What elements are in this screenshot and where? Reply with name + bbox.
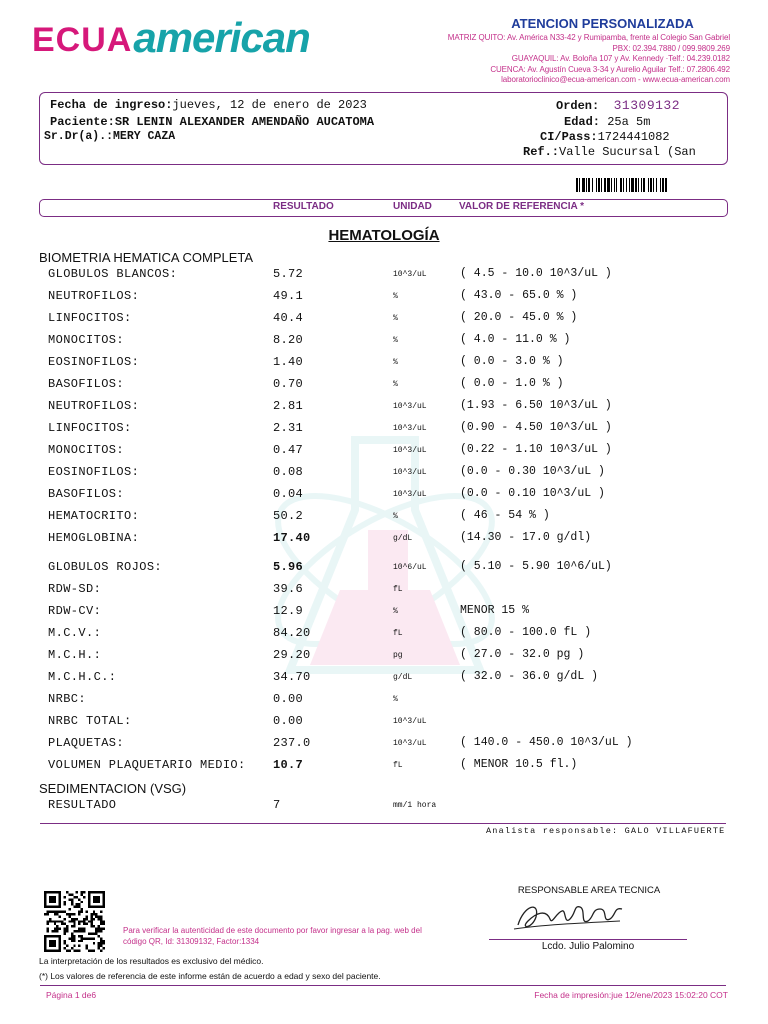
result-reference: (0.90 - 4.50 10^3/uL )	[460, 421, 612, 434]
table-row	[0, 582, 768, 600]
patient-name-value: SR LENIN ALEXANDER AMENDAÑO AUCATOMA	[114, 115, 375, 129]
result-unit: fL	[393, 629, 403, 638]
column-unit: UNIDAD	[393, 201, 432, 212]
table-row	[0, 333, 768, 351]
patient-name-label: Paciente:	[50, 115, 115, 129]
table-row	[0, 798, 768, 816]
table-row	[0, 626, 768, 644]
result-unit: pg	[393, 651, 403, 660]
logo-american: american	[133, 14, 310, 61]
result-name: NRBC TOTAL:	[48, 714, 132, 728]
result-name: M.C.H.C.:	[48, 670, 117, 684]
result-reference: ( 5.10 - 5.90 10^6/uL)	[460, 560, 612, 573]
result-unit: %	[393, 512, 398, 521]
table-row	[0, 692, 768, 710]
doctor	[44, 130, 175, 143]
result-value: 49.1	[273, 289, 304, 303]
result-unit: %	[393, 380, 398, 389]
table-row	[0, 487, 768, 505]
admission-date-label: Fecha de ingreso:	[50, 98, 173, 112]
result-reference: ( 27.0 - 32.0 pg )	[460, 648, 585, 661]
result-reference: ( 32.0 - 36.0 g/dL )	[460, 670, 599, 683]
address-line: GUAYAQUIL: Av. Boloña 107 y Av. Kennedy ·Telf.: 04.239.0182	[511, 54, 730, 64]
result-unit: %	[393, 695, 398, 704]
group-title-sedimentacion: SEDIMENTACION (VSG)	[39, 781, 187, 796]
result-reference: ( 20.0 - 45.0 % )	[460, 311, 578, 324]
result-value: 50.2	[273, 509, 304, 523]
result-unit: 10^3/uL	[393, 402, 427, 411]
qr-code-icon	[44, 891, 105, 952]
table-row	[0, 443, 768, 461]
reference	[523, 145, 696, 159]
result-name: GLOBULOS BLANCOS:	[48, 267, 178, 281]
result-unit: %	[393, 336, 398, 345]
result-value: 39.6	[273, 582, 304, 596]
verify-text: Para verificar la autenticidad de este documento por favor ingresar a la pag. web del código QR, Id: 31309132, Factor:1334	[123, 926, 422, 946]
result-reference: ( 4.5 - 10.0 10^3/uL )	[460, 267, 612, 280]
result-value: 1.40	[273, 355, 304, 369]
result-name: GLOBULOS ROJOS:	[48, 560, 163, 574]
table-row	[0, 509, 768, 527]
result-reference: ( 43.0 - 65.0 % )	[460, 289, 578, 302]
reference-note: (*) Los valores de referencia de este informe están de acuerdo a edad y sexo del paciente.	[39, 971, 381, 981]
result-unit: %	[393, 607, 398, 616]
age	[564, 115, 650, 129]
company-logo	[32, 12, 310, 60]
result-value: 2.81	[273, 399, 304, 413]
result-value: 0.47	[273, 443, 304, 457]
result-name: VOLUMEN PLAQUETARIO MEDIO:	[48, 758, 246, 772]
result-name: MONOCITOS:	[48, 443, 125, 457]
age-label: Edad:	[564, 115, 601, 129]
table-row	[0, 670, 768, 688]
result-value: 40.4	[273, 311, 304, 325]
section-title: HEMATOLOGÍA	[328, 227, 440, 244]
result-unit: 10^6/uL	[393, 563, 427, 572]
result-value: 5.96	[273, 560, 304, 574]
result-unit: %	[393, 292, 398, 301]
address-line: laboratorioclinico@ecua-american.com - www.ecua-american.com	[501, 75, 730, 85]
result-reference: ( 0.0 - 3.0 % )	[460, 355, 564, 368]
address-block	[350, 33, 730, 86]
id-label: CI/Pass:	[540, 130, 598, 144]
table-row	[0, 604, 768, 622]
result-name: NRBC:	[48, 692, 87, 706]
responsible-title: RESPONSABLE AREA TECNICA	[517, 885, 661, 896]
id-value: 1724441082	[597, 130, 670, 144]
result-name: MONOCITOS:	[48, 333, 125, 347]
result-unit: 10^3/uL	[393, 490, 427, 499]
result-name: M.C.H.:	[48, 648, 102, 662]
attention-title: ATENCION PERSONALIZADA	[511, 16, 694, 31]
responsible-name: Lcdo. Julio Palomino	[541, 941, 635, 952]
table-row	[0, 289, 768, 307]
result-name: BASOFILOS:	[48, 377, 125, 391]
column-result: RESULTADO	[273, 201, 334, 212]
barcode	[576, 178, 713, 192]
result-reference: (0.22 - 1.10 10^3/uL )	[460, 443, 612, 456]
result-reference: ( 0.0 - 1.0 % )	[460, 377, 564, 390]
table-row	[0, 758, 768, 776]
result-name: HEMATOCRITO:	[48, 509, 140, 523]
table-row	[0, 267, 768, 285]
result-name: EOSINOFILOS:	[48, 355, 140, 369]
result-name: LINFOCITOS:	[48, 421, 132, 435]
table-row	[0, 648, 768, 666]
address-line: CUENCA: Av. Agustín Cueva 3-34 y Aurelio Aguilar Telf.: 07.2806.492	[490, 64, 730, 74]
result-value: 10.7	[273, 758, 304, 772]
order-number: 31309132	[613, 98, 681, 113]
table-row	[0, 531, 768, 549]
result-reference: MENOR 15 %	[460, 604, 530, 617]
order	[556, 98, 680, 113]
result-value: 7	[273, 798, 281, 812]
result-unit: 10^3/uL	[393, 270, 427, 279]
table-row	[0, 736, 768, 754]
ref-value: Valle Sucursal (San	[559, 145, 696, 159]
result-value: 8.20	[273, 333, 304, 347]
analyst: Analista responsable: GALO VILLAFUERTE	[486, 826, 726, 836]
result-name: NEUTROFILOS:	[48, 289, 140, 303]
result-value: 0.00	[273, 692, 304, 706]
result-reference: (14.30 - 17.0 g/dl)	[460, 531, 592, 544]
signature-line	[489, 939, 687, 940]
table-row	[0, 399, 768, 417]
result-reference: ( 46 - 54 % )	[460, 509, 550, 522]
admission-date	[50, 98, 367, 112]
result-unit: g/dL	[393, 673, 413, 682]
result-name: RESULTADO	[48, 798, 117, 812]
result-unit: fL	[393, 585, 403, 594]
interpretation-note: La interpretación de los resultados es exclusivo del médico.	[39, 956, 264, 966]
result-reference: ( MENOR 10.5 fl.)	[460, 758, 578, 771]
result-reference: ( 4.0 - 11.0 % )	[460, 333, 571, 346]
result-value: 12.9	[273, 604, 304, 618]
result-value: 0.08	[273, 465, 304, 479]
result-value: 0.00	[273, 714, 304, 728]
result-unit: %	[393, 314, 398, 323]
result-name: M.C.V.:	[48, 626, 102, 640]
group-title-biometria: BIOMETRIA HEMATICA COMPLETA	[39, 250, 254, 265]
result-unit: 10^3/uL	[393, 739, 427, 748]
result-reference: (0.0 - 0.10 10^3/uL )	[460, 487, 605, 500]
result-reference: (0.0 - 0.30 10^3/uL )	[460, 465, 605, 478]
result-name: PLAQUETAS:	[48, 736, 125, 750]
table-row	[0, 311, 768, 329]
admission-date-value: jueves, 12 de enero de 2023	[172, 98, 367, 112]
result-value: 34.70	[273, 670, 311, 684]
result-name: BASOFILOS:	[48, 487, 125, 501]
result-name: LINFOCITOS:	[48, 311, 132, 325]
result-value: 237.0	[273, 736, 311, 750]
result-unit: 10^3/uL	[393, 424, 427, 433]
order-label: Orden:	[556, 99, 600, 113]
result-unit: mm/1 hora	[393, 801, 437, 810]
result-value: 84.20	[273, 626, 311, 640]
result-value: 5.72	[273, 267, 304, 281]
result-name: RDW-SD:	[48, 582, 102, 596]
result-unit: 10^3/uL	[393, 717, 427, 726]
result-name: EOSINOFILOS:	[48, 465, 140, 479]
doctor-value: MERY CAZA	[113, 130, 176, 143]
result-value: 0.04	[273, 487, 304, 501]
doctor-label: Sr.Dr(a).:	[44, 130, 114, 143]
result-value: 29.20	[273, 648, 311, 662]
age-value: 25a 5m	[607, 115, 651, 129]
patient-name	[50, 115, 374, 129]
result-name: NEUTROFILOS:	[48, 399, 140, 413]
result-value: 0.70	[273, 377, 304, 391]
table-row	[0, 560, 768, 578]
footer-divider	[40, 985, 726, 986]
result-name: HEMOGLOBINA:	[48, 531, 140, 545]
ref-label: Ref.:	[523, 145, 560, 159]
result-name: RDW-CV:	[48, 604, 102, 618]
result-reference: ( 80.0 - 100.0 fL )	[460, 626, 592, 639]
result-value: 17.40	[273, 531, 311, 545]
result-unit: 10^3/uL	[393, 446, 427, 455]
result-unit: fL	[393, 761, 403, 770]
table-row	[0, 714, 768, 732]
table-row	[0, 421, 768, 439]
table-row	[0, 377, 768, 395]
signature-icon	[510, 895, 630, 937]
page-number: Página 1 de6	[46, 990, 97, 1000]
result-reference: ( 140.0 - 450.0 10^3/uL )	[460, 736, 633, 749]
result-unit: g/dL	[393, 534, 413, 543]
result-value: 2.31	[273, 421, 304, 435]
column-reference: VALOR DE REFERENCIA *	[459, 201, 585, 212]
print-date: Fecha de impresión:jue 12/ene/2023 15:02:20 COT	[534, 990, 728, 1000]
table-row	[0, 465, 768, 483]
results-divider	[40, 823, 726, 824]
result-unit: 10^3/uL	[393, 468, 427, 477]
result-unit: %	[393, 358, 398, 367]
table-row	[0, 355, 768, 373]
address-line: MATRIZ QUITO: Av. América N33-42 y Rumipamba, frente al Colegio San Gabriel	[447, 33, 730, 42]
id-pass	[540, 130, 670, 144]
column-header	[39, 199, 728, 217]
address-line: PBX: 02.394.7880 / 099.9809.269	[612, 43, 730, 53]
logo-ecua: ECUA	[32, 21, 133, 59]
result-reference: (1.93 - 6.50 10^3/uL )	[460, 399, 612, 412]
